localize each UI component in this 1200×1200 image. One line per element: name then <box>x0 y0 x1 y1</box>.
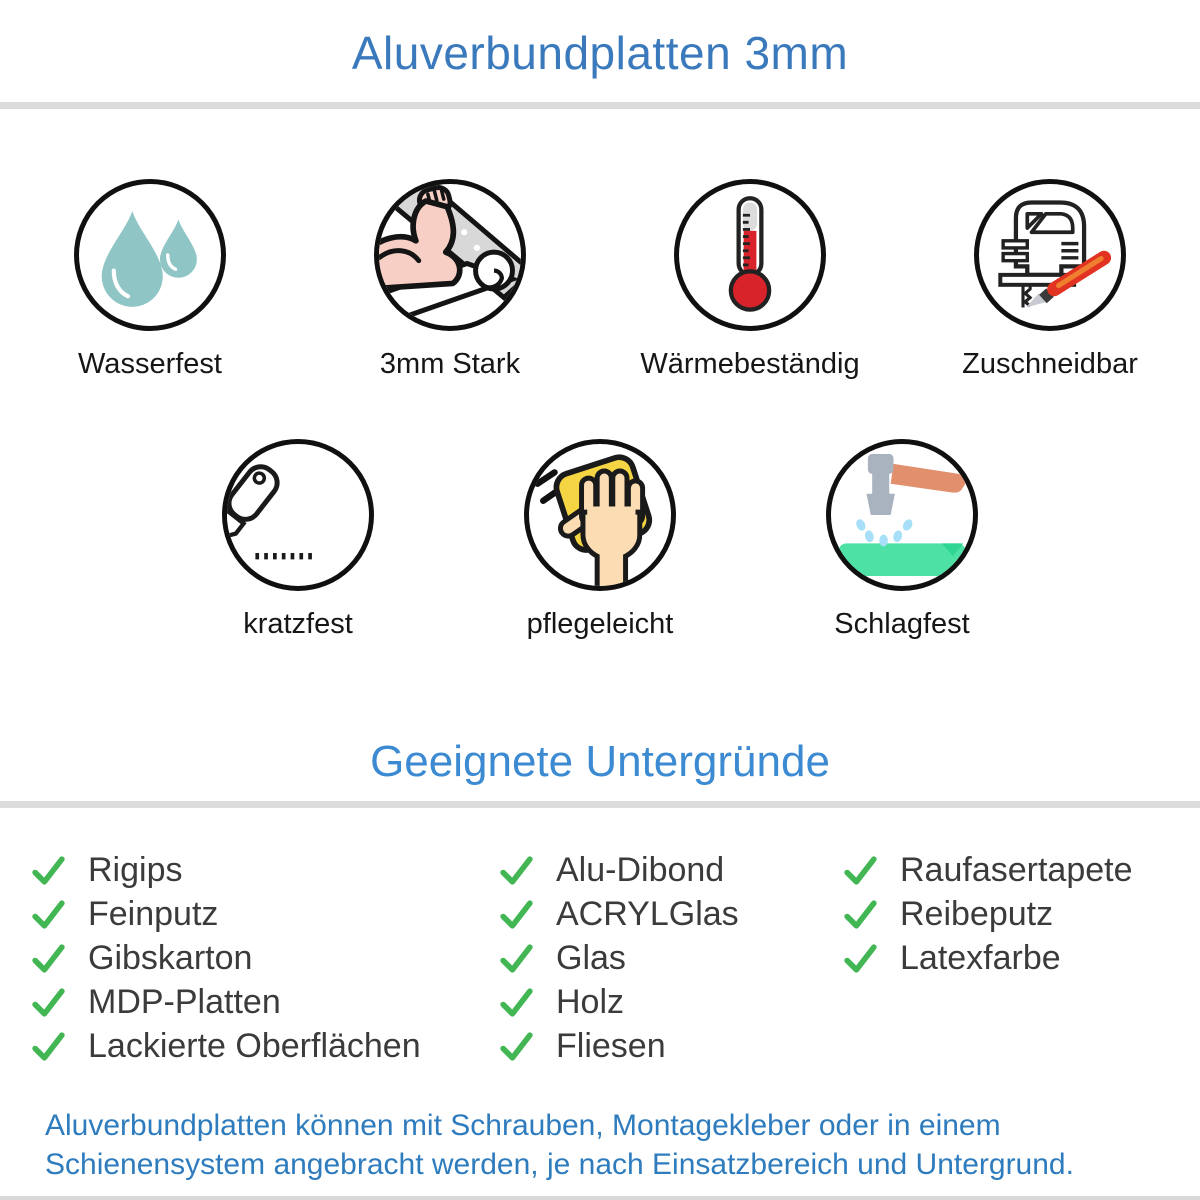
checkmark-icon <box>498 896 535 933</box>
substrates-list <box>0 848 1200 1070</box>
list-item <box>842 892 1133 936</box>
checkmark-icon <box>498 1028 535 1065</box>
feature-waermebestaendig <box>600 179 900 381</box>
page-title: Aluverbundplatten 3mm <box>351 27 849 79</box>
thermometer-icon <box>679 184 821 326</box>
checkmark-icon <box>498 940 535 977</box>
mounting-note <box>0 1106 1200 1184</box>
feature-circle <box>222 439 374 591</box>
substrates-column-3 <box>842 848 1133 980</box>
utility-knife-icon <box>227 444 369 586</box>
checkmark-icon <box>842 896 879 933</box>
section-title-substrates: Geeignete Untergründe <box>370 737 830 786</box>
jigsaw-knife-icon <box>979 184 1121 326</box>
list-item-label: Latexfarbe <box>900 938 1061 977</box>
list-item-label: Reibeputz <box>900 894 1054 933</box>
list-item <box>498 936 739 980</box>
feature-circle <box>74 179 226 331</box>
hammer-impact-icon <box>831 444 973 586</box>
feature-circle <box>674 179 826 331</box>
divider-bottom <box>0 1196 1200 1200</box>
feature-label: Wasserfest <box>78 348 222 380</box>
feature-kratzfest <box>147 439 449 641</box>
list-item <box>30 848 421 892</box>
checkmark-icon <box>30 1028 67 1065</box>
feature-row-2 <box>147 439 1053 641</box>
list-item-label: Fliesen <box>556 1026 666 1065</box>
feature-circle <box>374 179 526 331</box>
feature-row-1 <box>0 179 1200 381</box>
feature-zuschneidbar <box>900 179 1200 381</box>
feature-label: Wärmebeständig <box>640 348 860 380</box>
feature-circle <box>974 179 1126 331</box>
list-item <box>498 1024 739 1068</box>
wiping-hand-icon <box>529 444 671 586</box>
divider-middle <box>0 801 1200 808</box>
checkmark-icon <box>30 852 67 889</box>
list-item <box>30 892 421 936</box>
list-item-label: Holz <box>556 982 625 1021</box>
list-item-label: Rigips <box>88 850 183 889</box>
feature-wasserfest <box>0 179 300 381</box>
list-item <box>498 892 739 936</box>
list-item-label: Gibskarton <box>88 938 253 977</box>
list-item <box>842 936 1133 980</box>
list-item <box>30 1024 421 1068</box>
muscle-arm-plate-icon <box>379 184 521 326</box>
feature-label: kratzfest <box>243 608 353 640</box>
checkmark-icon <box>30 940 67 977</box>
checkmark-icon <box>498 852 535 889</box>
divider-top <box>0 102 1200 109</box>
feature-3mm-stark <box>300 179 600 381</box>
checkmark-icon <box>30 984 67 1021</box>
list-item <box>30 980 421 1024</box>
feature-label: Schlagfest <box>834 608 970 640</box>
feature-circle <box>524 439 676 591</box>
feature-label: 3mm Stark <box>379 348 521 380</box>
mounting-note-line2: Schienensystem angebracht werden, je nach Einsatzbereich und Untergrund. <box>45 1148 1074 1181</box>
checkmark-icon <box>498 984 535 1021</box>
mounting-note-line1: Aluverbundplatten können mit Schrauben, Montagekleber oder in einem <box>45 1109 1001 1142</box>
substrates-column-2 <box>498 848 739 1068</box>
list-item-label: Glas <box>556 938 626 977</box>
list-item <box>30 936 421 980</box>
substrates-column-1 <box>30 848 421 1068</box>
list-item <box>498 980 739 1024</box>
feature-label: pflegeleicht <box>526 608 674 640</box>
feature-schlagfest <box>751 439 1053 641</box>
checkmark-icon <box>842 940 879 977</box>
checkmark-icon <box>30 896 67 933</box>
checkmark-icon <box>842 852 879 889</box>
list-item-label: Raufasertapete <box>900 850 1133 889</box>
water-drops-icon <box>79 184 221 326</box>
feature-label: Zuschneidbar <box>962 348 1138 380</box>
list-item <box>498 848 739 892</box>
list-item-label: Feinputz <box>88 894 219 933</box>
feature-circle <box>826 439 978 591</box>
list-item-label: Alu-Dibond <box>556 850 725 889</box>
list-item-label: Lackierte Oberflächen <box>88 1026 421 1065</box>
list-item-label: ACRYLGlas <box>556 894 739 933</box>
list-item <box>842 848 1133 892</box>
list-item-label: MDP-Platten <box>88 982 281 1021</box>
feature-pflegeleicht <box>449 439 751 641</box>
